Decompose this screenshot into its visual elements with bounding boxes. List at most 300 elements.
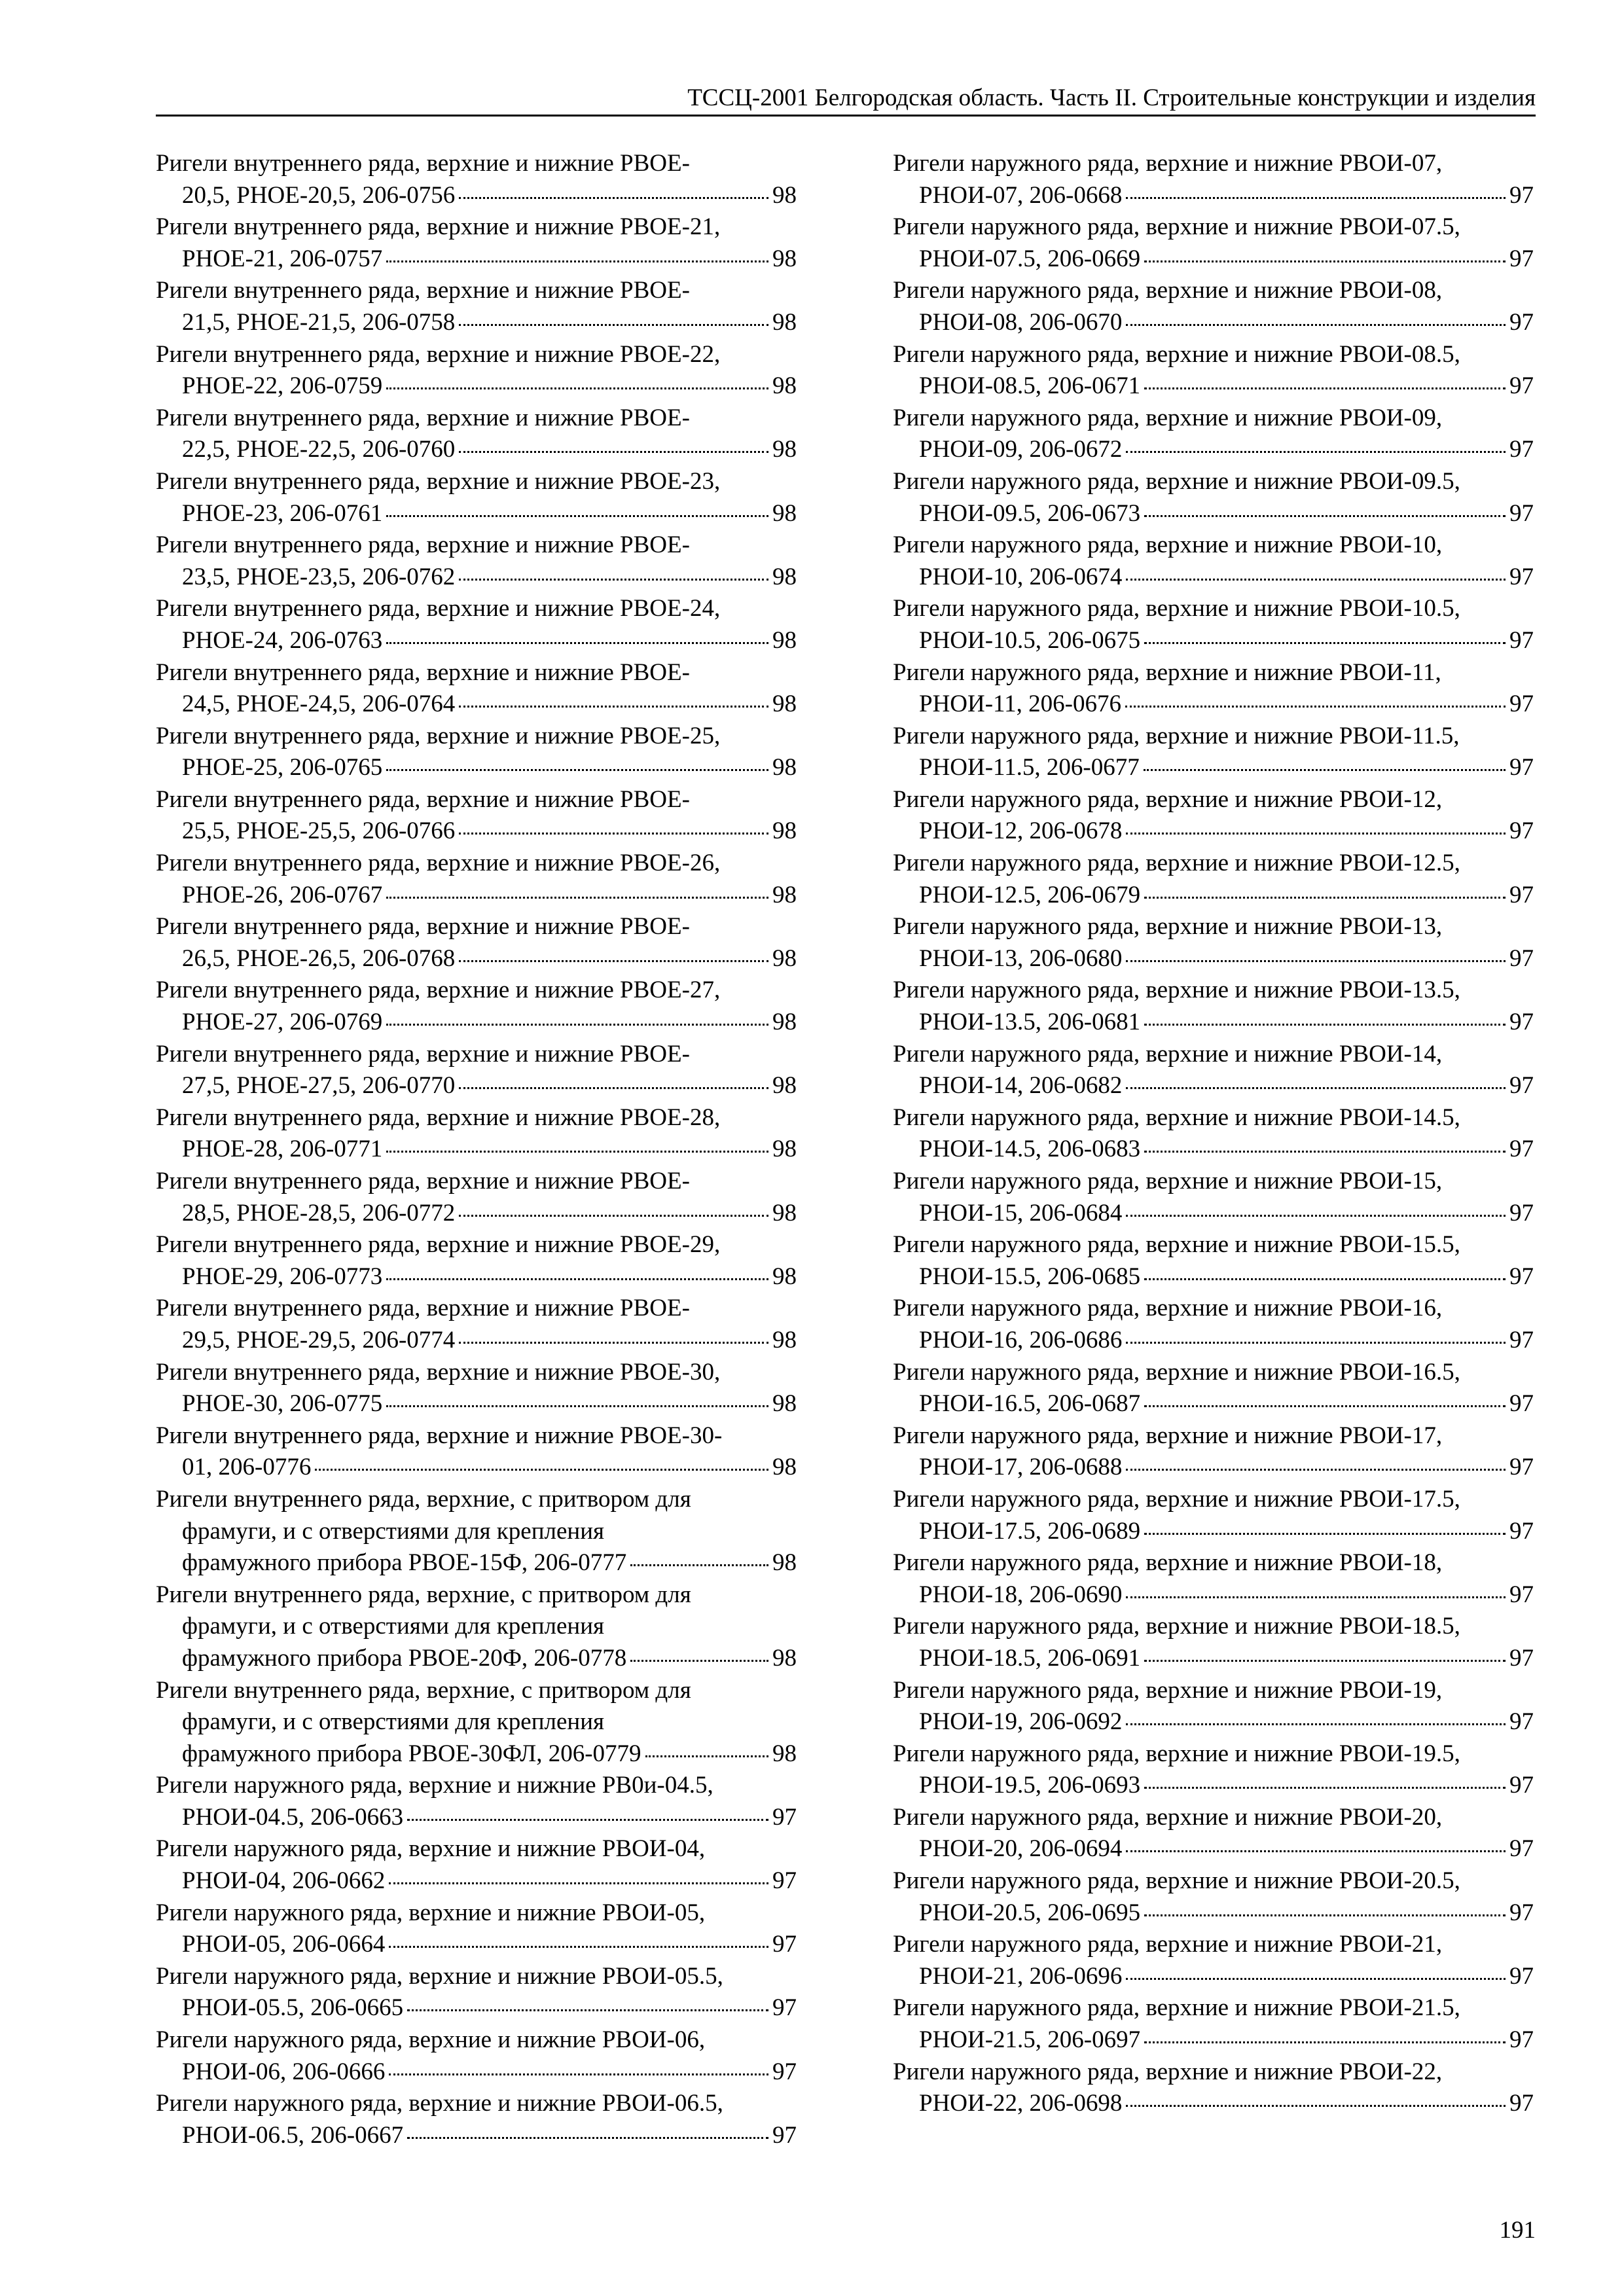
index-entry <box>893 1547 1534 1611</box>
index-entry <box>156 1166 797 1229</box>
dot-leader <box>1144 769 1506 771</box>
index-entry-code: РНОИ-09, 206-0672 <box>919 436 1123 463</box>
dot-leader <box>407 1819 768 1821</box>
dot-leader <box>386 260 768 262</box>
index-entry-code: РНОЕ-22, 206-0759 <box>182 372 383 400</box>
index-entry-text: Ригели наружного ряда, верхние и нижние РВОИ-13, <box>893 913 1443 941</box>
index-entry <box>156 1484 797 1579</box>
dot-leader <box>1144 387 1506 389</box>
dot-leader <box>1126 1469 1506 1471</box>
index-entry-code: РНОЕ-23, 206-0761 <box>182 499 383 527</box>
index-entry-code: РНОИ-11.5, 206-0677 <box>919 754 1140 781</box>
dot-leader <box>1144 2041 1506 2043</box>
index-entry <box>893 721 1534 784</box>
index-entry-code: РНОИ-15.5, 206-0685 <box>919 1263 1141 1290</box>
dot-leader <box>1126 960 1506 962</box>
index-entry <box>893 1802 1534 1865</box>
index-entry-page: 98 <box>772 1072 797 1100</box>
index-entry-page: 97 <box>1509 245 1534 272</box>
index-entry <box>156 275 797 338</box>
dot-leader <box>1126 833 1506 834</box>
index-entry-page: 97 <box>1509 1072 1534 1100</box>
index-entry-text: Ригели наружного ряда, верхние и нижние РВОИ-09.5, <box>893 467 1460 495</box>
index-entry <box>893 593 1534 656</box>
dot-leader <box>1126 2105 1506 2107</box>
dot-leader <box>459 706 768 708</box>
dot-leader <box>1144 897 1506 899</box>
index-entry-page: 97 <box>1509 1644 1534 1672</box>
index-entry-code: РНОЕ-21, 206-0757 <box>182 245 383 272</box>
dot-leader <box>459 1215 768 1217</box>
index-entry <box>893 1039 1534 1102</box>
dot-leader <box>1126 1215 1506 1217</box>
index-entry <box>156 339 797 403</box>
index-entry-text: Ригели наружного ряда, верхние и нижние РВОИ-10, <box>893 531 1443 559</box>
dot-leader <box>386 642 768 644</box>
dot-leader <box>386 1405 768 1407</box>
index-entry-code: РНОИ-18, 206-0690 <box>919 1581 1123 1608</box>
index-entry-text: Ригели внутреннего ряда, верхние и нижние РВОЕ- <box>156 785 690 813</box>
index-entry-text: Ригели наружного ряда, верхние и нижние РВОИ-07, <box>893 150 1443 177</box>
index-entry-page: 98 <box>772 1454 797 1481</box>
index-entry-page: 97 <box>1509 1263 1534 1290</box>
index-entry-page: 98 <box>772 944 797 972</box>
index-entry-code: РНОИ-13.5, 206-0681 <box>919 1009 1141 1036</box>
dot-leader <box>1126 324 1506 326</box>
index-entry <box>893 911 1534 975</box>
index-entry <box>893 1293 1534 1356</box>
index-entry-code: РНОИ-14, 206-0682 <box>919 1072 1123 1100</box>
index-entry-page: 97 <box>1509 1772 1534 1799</box>
index-entry <box>893 2056 1534 2120</box>
dot-leader <box>386 1278 768 1280</box>
index-entry-page: 98 <box>772 181 797 209</box>
dot-leader <box>1126 579 1506 581</box>
index-entry-code: РНОИ-04, 206-0662 <box>182 1867 386 1895</box>
index-entry <box>156 1833 797 1897</box>
index-entry-text: Ригели наружного ряда, верхние и нижние РВОИ-19.5, <box>893 1740 1460 1767</box>
index-entry-text: Ригели наружного ряда, верхние и нижние РВОИ-11, <box>893 658 1441 686</box>
index-entry-code: РНОИ-18.5, 206-0691 <box>919 1644 1141 1672</box>
index-entry-text: Ригели наружного ряда, верхние и нижние РВОИ-11.5, <box>893 722 1460 749</box>
index-entry-page: 97 <box>1509 1326 1534 1354</box>
index-entry <box>893 1420 1534 1484</box>
index-entry-page: 98 <box>772 1263 797 1290</box>
index-entry <box>156 1039 797 1102</box>
index-entry-page: 98 <box>772 1009 797 1036</box>
index-entry-page: 98 <box>772 245 797 272</box>
index-entry-code: РНОИ-17, 206-0688 <box>919 1454 1123 1481</box>
index-entry-page: 97 <box>1509 1454 1534 1481</box>
index-entry-text: Ригели наружного ряда, верхние и нижние РВОИ-07.5, <box>893 213 1460 241</box>
dot-leader <box>459 833 768 834</box>
index-entry-code: РНОЕ-25, 206-0765 <box>182 754 383 781</box>
index-entry <box>156 466 797 529</box>
index-entry <box>156 529 797 593</box>
index-entry <box>156 1897 797 1961</box>
index-entry-text: Ригели наружного ряда, верхние и нижние РВОИ-14.5, <box>893 1103 1460 1131</box>
dot-leader <box>1144 1660 1506 1662</box>
index-entry <box>156 2024 797 2088</box>
index-entry-code: фрамужного прибора РВОЕ-15Ф, 206-0777 <box>182 1549 627 1577</box>
dot-leader <box>1144 515 1506 517</box>
index-entry-page: 97 <box>1509 499 1534 527</box>
index-entry-page: 98 <box>772 499 797 527</box>
dot-leader <box>459 197 768 199</box>
index-entry <box>156 784 797 848</box>
index-entry-code: РНОИ-17.5, 206-0689 <box>919 1517 1141 1545</box>
index-entry-code: РНОИ-07, 206-0668 <box>919 181 1123 209</box>
dot-leader <box>1144 1914 1506 1916</box>
index-entry-text: Ригели внутреннего ряда, верхние и нижние РВОЕ- <box>156 404 690 431</box>
index-entry-text: Ригели наружного ряда, верхние и нижние РВОИ-05.5, <box>156 1962 723 1990</box>
index-entry-code: РНОИ-22, 206-0698 <box>919 2090 1123 2117</box>
index-entry-code: РНОИ-19, 206-0692 <box>919 1708 1123 1736</box>
index-entry-page: 98 <box>772 691 797 718</box>
index-entry-code: РНОИ-05.5, 206-0665 <box>182 1994 404 2022</box>
dot-leader <box>645 1755 768 1757</box>
index-entry-text: Ригели наружного ряда, верхние и нижние РВОИ-10.5, <box>893 595 1460 622</box>
index-entry-text: Ригели наружного ряда, верхние и нижние РВОИ-20, <box>893 1803 1443 1831</box>
index-entry-text: Ригели внутреннего ряда, верхние и нижние РВОЕ-26, <box>156 850 721 877</box>
index-entry <box>156 211 797 275</box>
index-entry-text: Ригели наружного ряда, верхние и нижние РВОИ-15, <box>893 1168 1443 1194</box>
index-entry-code: 23,5, РНОЕ-23,5, 206-0762 <box>182 563 456 590</box>
index-entry-code: РНОИ-21.5, 206-0697 <box>919 2026 1141 2054</box>
index-entry <box>893 784 1534 848</box>
index-entry-text: Ригели внутреннего ряда, верхние, с притвором для <box>156 1581 691 1608</box>
index-entry <box>156 1579 797 1675</box>
index-entry-page: 98 <box>772 754 797 781</box>
index-entry-page: 97 <box>1509 1517 1534 1545</box>
index-entry-text: Ригели внутреннего ряда, верхние, с притвором для <box>156 1676 691 1704</box>
dot-leader <box>459 960 768 962</box>
index-entry <box>156 403 797 466</box>
index-entry-text: Ригели внутреннего ряда, верхние и нижние РВОЕ-25, <box>156 722 721 749</box>
index-entry <box>893 1229 1534 1293</box>
index-entry <box>893 339 1534 403</box>
index-entry <box>156 1675 797 1770</box>
index-entry <box>893 1675 1534 1738</box>
dot-leader <box>1144 1405 1506 1407</box>
index-entry-text: Ригели внутреннего ряда, верхние и нижние РВОЕ-28, <box>156 1103 721 1131</box>
index-entry <box>893 211 1534 275</box>
index-entry-page: 97 <box>1509 372 1534 400</box>
index-entry-page: 97 <box>1509 1390 1534 1418</box>
index-entry-code: РНОИ-06.5, 206-0667 <box>182 2121 404 2149</box>
index-entry-text: Ригели внутреннего ряда, верхние и нижние РВОЕ- <box>156 277 690 304</box>
index-entry-code: РНОИ-16, 206-0686 <box>919 1326 1123 1354</box>
index-entry-code: РНОЕ-27, 206-0769 <box>182 1009 383 1036</box>
index-entry-page: 97 <box>1509 944 1534 972</box>
index-entry-code: РНОИ-11, 206-0676 <box>919 691 1122 718</box>
index-entry-page: 98 <box>772 1740 797 1767</box>
index-entry <box>893 529 1534 593</box>
index-entry <box>893 1357 1534 1420</box>
index-entry-text: Ригели внутреннего ряда, верхние и нижние РВОЕ-27, <box>156 977 721 1004</box>
index-entry-code: РНОИ-07.5, 206-0669 <box>919 245 1141 272</box>
index-entry <box>156 1420 797 1484</box>
index-entry <box>893 1865 1534 1929</box>
index-entry-text: Ригели внутреннего ряда, верхние и нижние РВОЕ- <box>156 1040 690 1067</box>
dot-leader <box>386 1151 768 1153</box>
index-entry-text: Ригели наружного ряда, верхние и нижние РВОИ-09, <box>893 404 1443 431</box>
index-entry-page: 98 <box>772 1199 797 1227</box>
dot-leader <box>389 1882 768 1884</box>
index-entry <box>156 975 797 1038</box>
index-entry-page: 98 <box>772 436 797 463</box>
index-entry-text: Ригели наружного ряда, верхние и нижние РВОИ-06, <box>156 2026 706 2054</box>
index-entry-text: Ригели наружного ряда, верхние и нижние РВОИ-17.5, <box>893 1485 1460 1513</box>
index-entry-page: 97 <box>1509 1009 1534 1036</box>
index-entry-code: РНОИ-14.5, 206-0683 <box>919 1136 1141 1163</box>
index-entry-text: Ригели внутреннего ряда, верхние и нижние РВОЕ-23, <box>156 467 721 495</box>
index-entry-code: РНОИ-10, 206-0674 <box>919 563 1123 590</box>
dot-leader <box>315 1469 768 1471</box>
index-entry-text: Ригели внутреннего ряда, верхние, с притвором для <box>156 1485 691 1513</box>
index-entry <box>156 148 797 211</box>
index-entry-page: 97 <box>1509 1899 1534 1926</box>
dot-leader <box>630 1564 768 1566</box>
dot-leader <box>1126 1978 1506 1980</box>
index-entry-text: Ригели наружного ряда, верхние и нижние РВОИ-21.5, <box>893 1994 1460 2022</box>
dot-leader <box>1126 1596 1506 1598</box>
index-entry <box>893 1484 1534 1547</box>
index-entry-page: 97 <box>772 1867 797 1895</box>
index-entry-page: 97 <box>1509 181 1534 209</box>
dot-leader <box>386 387 768 389</box>
index-entry-code: 25,5, РНОЕ-25,5, 206-0766 <box>182 817 456 845</box>
dot-leader <box>1144 1533 1506 1535</box>
index-entry <box>893 975 1534 1038</box>
dot-leader <box>1144 260 1506 262</box>
index-entry-text: Ригели внутреннего ряда, верхние и нижние РВОЕ- <box>156 150 690 177</box>
index-entry-code: РНОИ-08, 206-0670 <box>919 308 1123 336</box>
index-entry-code: РНОИ-21, 206-0696 <box>919 1962 1123 1990</box>
index-entry-page: 98 <box>772 626 797 654</box>
index-entry <box>156 911 797 975</box>
dot-leader <box>1144 642 1506 644</box>
index-entry-code: РНОИ-09.5, 206-0673 <box>919 499 1141 527</box>
index-entry <box>156 2088 797 2151</box>
index-entry <box>893 1738 1534 1802</box>
index-entry-page: 98 <box>772 372 797 400</box>
index-entry-page: 97 <box>772 2058 797 2085</box>
index-entry-code: РНОИ-13, 206-0680 <box>919 944 1123 972</box>
index-entry-code: РНОИ-10.5, 206-0675 <box>919 626 1141 654</box>
index-entry-text: Ригели внутреннего ряда, верхние и нижние РВОЕ- <box>156 1168 690 1194</box>
index-entry-code: 22,5, РНОЕ-22,5, 206-0760 <box>182 436 456 463</box>
index-entry <box>156 1229 797 1293</box>
dot-leader <box>389 2073 768 2075</box>
index-entry-text: Ригели наружного ряда, верхние и нижние РВОИ-04, <box>156 1835 706 1863</box>
index-entry-text: Ригели наружного ряда, верхние и нижние РВОИ-22, <box>893 2058 1443 2085</box>
index-entry-text: Ригели наружного ряда, верхние и нижние РВОИ-13.5, <box>893 977 1460 1004</box>
index-entry-text: Ригели наружного ряда, верхние и нижние РВОИ-08.5, <box>893 340 1460 368</box>
index-entry-code: РНОИ-19.5, 206-0693 <box>919 1772 1141 1799</box>
index-entry-text: Ригели внутреннего ряда, верхние и нижние РВОЕ-21, <box>156 213 721 241</box>
index-entry-page: 98 <box>772 881 797 908</box>
dot-leader <box>459 324 768 326</box>
index-entry-code: РНОИ-12, 206-0678 <box>919 817 1123 845</box>
index-entry-text: Ригели наружного ряда, верхние и нижние РВОИ-12, <box>893 785 1443 813</box>
index-entry-text: фрамуги, и с отверстиями для крепления <box>182 1708 605 1736</box>
index-entry-page: 97 <box>1509 2090 1534 2117</box>
index-entry-page: 98 <box>772 563 797 590</box>
index-entry-page: 98 <box>772 1549 797 1577</box>
index-entry-code: 24,5, РНОЕ-24,5, 206-0764 <box>182 691 456 718</box>
index-entry-text: Ригели внутреннего ряда, верхние и нижние РВОЕ-22, <box>156 340 721 368</box>
index-entry-text: Ригели наружного ряда, верхние и нижние РВОИ-12.5, <box>893 850 1460 877</box>
index-entry-text: Ригели наружного ряда, верхние и нижние РВОИ-17, <box>893 1422 1443 1449</box>
index-entry-page: 97 <box>1509 1835 1534 1863</box>
index-entry-page: 97 <box>1509 308 1534 336</box>
index-entry-text: Ригели наружного ряда, верхние и нижние РВОИ-08, <box>893 277 1443 304</box>
index-entry <box>893 1166 1534 1229</box>
index-entry-text: Ригели наружного ряда, верхние и нижние РВОИ-21, <box>893 1931 1443 1958</box>
index-entry-page: 97 <box>772 2121 797 2149</box>
index-entry-code: РНОИ-05, 206-0664 <box>182 1931 386 1958</box>
index-entry <box>893 466 1534 529</box>
index-entry-code: РНОЕ-26, 206-0767 <box>182 881 383 908</box>
index-entry-text: Ригели внутреннего ряда, верхние и нижние РВОЕ-30- <box>156 1422 723 1449</box>
index-entry-text: Ригели внутреннего ряда, верхние и нижние РВОЕ- <box>156 913 690 941</box>
dot-leader <box>630 1660 768 1662</box>
index-entry-text: Ригели наружного ряда, верхние и нижние РВОИ-14, <box>893 1040 1443 1067</box>
index-entry-page: 97 <box>1509 1962 1534 1990</box>
index-entry <box>156 1961 797 2024</box>
index-entry <box>156 1357 797 1420</box>
index-entry-text: Ригели наружного ряда, верхние и нижние РВ0и-04.5, <box>156 1772 713 1799</box>
index-entry-page: 97 <box>1509 881 1534 908</box>
dot-leader <box>1144 1024 1506 1026</box>
index-entry-page: 98 <box>772 1136 797 1163</box>
index-entry <box>893 1611 1534 1674</box>
index-entry-page: 97 <box>1509 691 1534 718</box>
index-entry <box>156 721 797 784</box>
index-entry-page: 97 <box>1509 754 1534 781</box>
dot-leader <box>407 2009 768 2011</box>
index-entry-page: 97 <box>1509 563 1534 590</box>
index-entry-text: фрамуги, и с отверстиями для крепления <box>182 1517 605 1545</box>
dot-leader <box>386 1024 768 1026</box>
index-entry-text: Ригели внутреннего ряда, верхние и нижние РВОЕ- <box>156 658 690 686</box>
index-entry <box>893 848 1534 911</box>
dot-leader <box>1144 1787 1506 1789</box>
index-entry <box>893 148 1534 211</box>
dot-leader <box>1126 451 1506 453</box>
index-entry-text: Ригели наружного ряда, верхние и нижние РВОИ-20.5, <box>893 1867 1460 1895</box>
index-entry-page: 97 <box>1509 1199 1534 1227</box>
index-entry <box>156 1770 797 1833</box>
index-entry <box>893 275 1534 338</box>
header-rule <box>156 115 1536 117</box>
index-entry-text: Ригели наружного ряда, верхние и нижние РВОИ-19, <box>893 1676 1443 1704</box>
index-entry-code: РНОИ-15, 206-0684 <box>919 1199 1123 1227</box>
index-entry-code: РНОИ-20, 206-0694 <box>919 1835 1123 1863</box>
index-column-right <box>893 148 1534 2120</box>
dot-leader <box>386 769 768 771</box>
index-entry <box>893 1992 1534 2056</box>
dot-leader <box>459 451 768 453</box>
index-entry-text: Ригели внутреннего ряда, верхние и нижние РВОЕ- <box>156 531 690 559</box>
index-entry-code: РНОЕ-28, 206-0771 <box>182 1136 383 1163</box>
index-entry-code: 20,5, РНОЕ-20,5, 206-0756 <box>182 181 456 209</box>
index-entry-text: Ригели наружного ряда, верхние и нижние РВОИ-15.5, <box>893 1231 1460 1259</box>
index-entry-text: Ригели внутреннего ряда, верхние и нижние РВОЕ-29, <box>156 1231 721 1259</box>
page-number: 191 <box>1499 2217 1536 2244</box>
index-entry <box>156 1293 797 1356</box>
dot-leader <box>459 579 768 581</box>
index-entry <box>893 1929 1534 1992</box>
dot-leader <box>459 1342 768 1344</box>
index-entry-text: Ригели наружного ряда, верхние и нижние РВОИ-06.5, <box>156 2090 723 2117</box>
index-entry-text: Ригели наружного ряда, верхние и нижние РВОИ-16, <box>893 1295 1443 1322</box>
index-entry-code: 01, 206-0776 <box>182 1454 312 1481</box>
index-entry-code: РНОЕ-30, 206-0775 <box>182 1390 383 1418</box>
index-entry-page: 97 <box>1509 2026 1534 2054</box>
dot-leader <box>407 2137 768 2139</box>
index-entry-text: Ригели наружного ряда, верхние и нижние РВОИ-05, <box>156 1899 706 1926</box>
index-entry-code: РНОИ-04.5, 206-0663 <box>182 1803 404 1831</box>
index-entry <box>156 848 797 911</box>
index-entry-code: 29,5, РНОЕ-29,5, 206-0774 <box>182 1326 456 1354</box>
dot-leader <box>1126 1342 1506 1344</box>
dot-leader <box>389 1946 768 1948</box>
dot-leader <box>1126 1087 1506 1089</box>
index-entry-text: Ригели внутреннего ряда, верхние и нижние РВОЕ- <box>156 1295 690 1322</box>
index-entry-text: фрамуги, и с отверстиями для крепления <box>182 1613 605 1640</box>
index-entry-page: 97 <box>1509 626 1534 654</box>
index-entry-text: Ригели наружного ряда, верхние и нижние РВОИ-18, <box>893 1549 1443 1577</box>
index-entry <box>893 657 1534 721</box>
index-entry-page: 98 <box>772 817 797 845</box>
index-entry-page: 98 <box>772 308 797 336</box>
index-entry-text: Ригели наружного ряда, верхние и нижние РВОИ-18.5, <box>893 1613 1460 1640</box>
index-entry-text: Ригели внутреннего ряда, верхние и нижние РВОЕ-30, <box>156 1358 721 1386</box>
index-entry-code: фрамужного прибора РВОЕ-20Ф, 206-0778 <box>182 1644 627 1672</box>
index-entry-code: РНОИ-06, 206-0666 <box>182 2058 386 2085</box>
index-entry <box>893 1102 1534 1166</box>
index-entry-code: РНОЕ-24, 206-0763 <box>182 626 383 654</box>
index-entry-page: 97 <box>772 1931 797 1958</box>
dot-leader <box>1126 1723 1506 1725</box>
dot-leader <box>1125 706 1506 708</box>
index-entry-code: РНОИ-16.5, 206-0687 <box>919 1390 1141 1418</box>
index-entry-page: 98 <box>772 1644 797 1672</box>
page-header: ТССЦ-2001 Белгородская область. Часть II. Строительные конструкции и изделия <box>687 84 1536 111</box>
index-entry-page: 97 <box>1509 1136 1534 1163</box>
index-entry-page: 97 <box>1509 1581 1534 1608</box>
dot-leader <box>386 515 768 517</box>
dot-leader <box>459 1087 768 1089</box>
index-entry-code: РНОИ-20.5, 206-0695 <box>919 1899 1141 1926</box>
index-entry-page: 97 <box>772 1803 797 1831</box>
index-entry-code: 26,5, РНОЕ-26,5, 206-0768 <box>182 944 456 972</box>
index-entry <box>156 1102 797 1166</box>
index-entry <box>893 403 1534 466</box>
index-entry-page: 97 <box>772 1994 797 2022</box>
index-entry-code: 21,5, РНОЕ-21,5, 206-0758 <box>182 308 456 336</box>
index-entry-text: Ригели наружного ряда, верхние и нижние РВОИ-16.5, <box>893 1358 1460 1386</box>
index-entry-text: Ригели внутреннего ряда, верхние и нижние РВОЕ-24, <box>156 595 721 622</box>
index-entry-code: РНОЕ-29, 206-0773 <box>182 1263 383 1290</box>
index-entry-page: 97 <box>1509 436 1534 463</box>
index-entry-code: 28,5, РНОЕ-28,5, 206-0772 <box>182 1199 456 1227</box>
index-column-left <box>156 148 797 2151</box>
dot-leader <box>1144 1278 1506 1280</box>
index-entry-code: 27,5, РНОЕ-27,5, 206-0770 <box>182 1072 456 1100</box>
